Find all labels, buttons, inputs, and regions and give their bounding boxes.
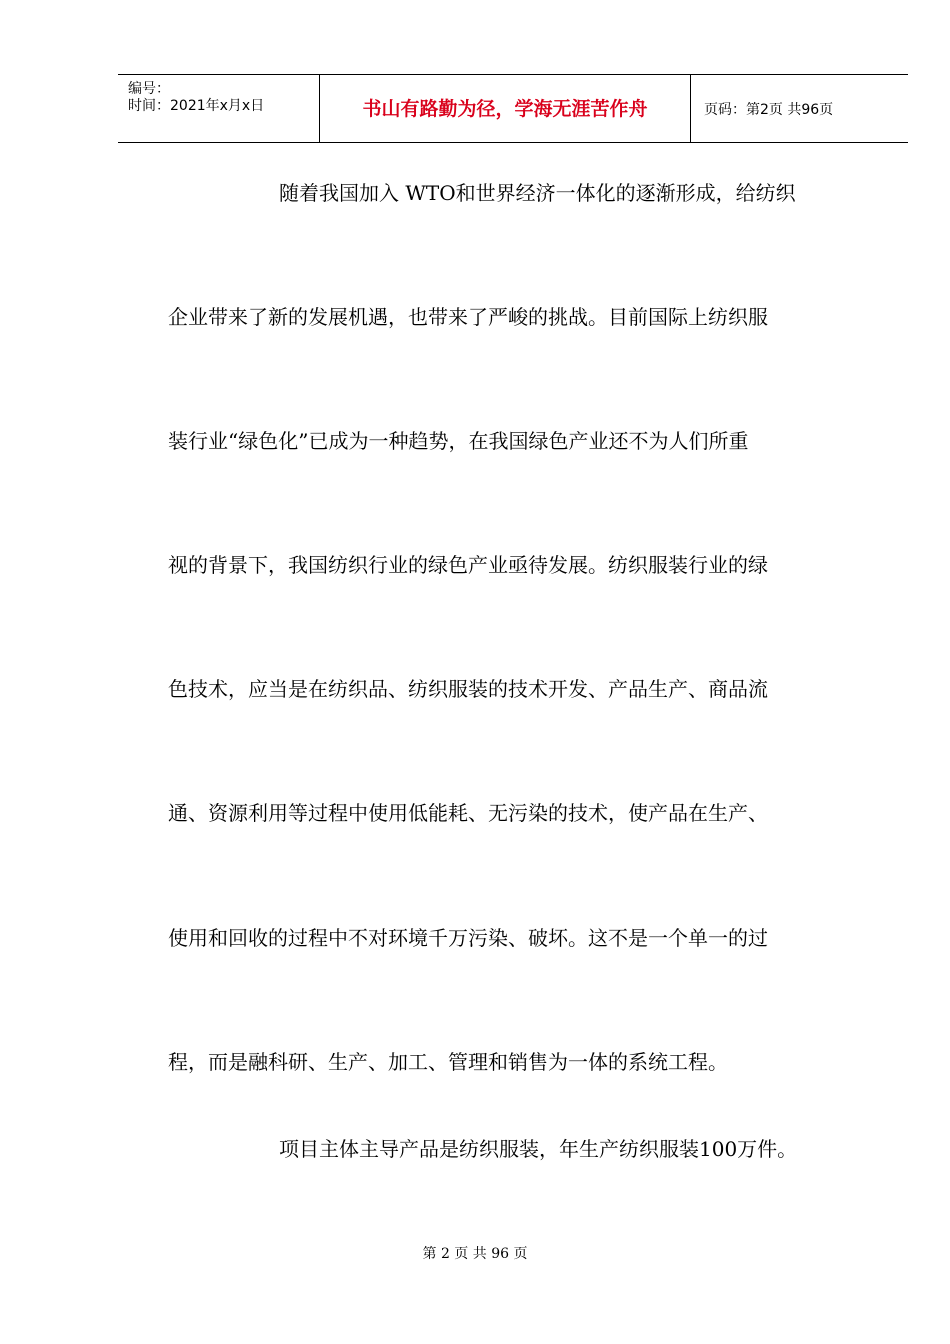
body-line-6: 通、资源利用等过程中使用低能耗、无污染的技术，使产品在生产、 xyxy=(168,801,768,825)
header-time-label: 时间：2021年x月x日 xyxy=(128,98,265,114)
footer-page-number: 第 2 页 共 96 页 xyxy=(422,1246,528,1262)
header-top-rule xyxy=(118,74,908,75)
body-line-3: 装行业“绿色化”已成为一种趋势，在我国绿色产业还不为人们所重 xyxy=(168,429,749,453)
body-line-9: 项目主体主导产品是纺织服装，年生产纺织服装100万件。 xyxy=(279,1137,798,1161)
body-line-5: 色技术，应当是在纺织品、纺织服装的技术开发、产品生产、商品流 xyxy=(168,677,768,701)
body-line-7: 使用和回收的过程中不对环境千万污染、破坏。这不是一个单一的过 xyxy=(168,926,768,950)
header-motto: 书山有路勤为径，学海无涯苦作舟 xyxy=(362,98,648,120)
header-number-label: 编号： xyxy=(128,81,170,97)
header-page-label: 页码：第2页 共96页 xyxy=(704,102,834,118)
body-line-1: 随着我国加入 WTO和世界经济一体化的逐渐形成，给纺织 xyxy=(279,181,796,205)
header-divider-right xyxy=(690,74,691,142)
body-line-8: 程，而是融科研、生产、加工、管理和销售为一体的系统工程。 xyxy=(168,1050,728,1074)
header-bottom-rule xyxy=(118,142,908,143)
body-line-4: 视的背景下，我国纺织行业的绿色产业亟待发展。纺织服装行业的绿 xyxy=(168,553,768,577)
body-line-2: 企业带来了新的发展机遇，也带来了严峻的挑战。目前国际上纺织服 xyxy=(168,305,768,329)
